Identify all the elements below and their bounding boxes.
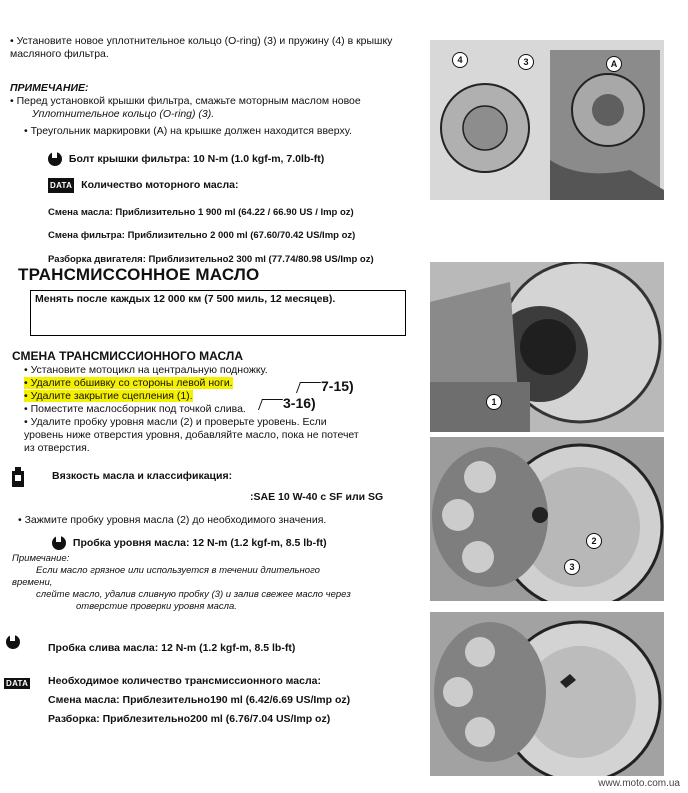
callout-3b: 3	[564, 559, 580, 575]
transmission-heading: ТРАНСМИССОННОЕ МАСЛО	[18, 265, 260, 284]
intro-text	[10, 35, 392, 61]
engine-oil-filter: Смена фильтра: Приблизительно 2 000 ml (67.60/70.42 US/Imp oz)	[48, 230, 356, 241]
level-plug-row	[52, 536, 327, 550]
step-1: • Установите мотоцикл на центральную подножку.	[24, 364, 268, 376]
step-5-cont: уровень ниже отверстия уровня, добавляйте масло, пока не потечет	[24, 429, 359, 441]
step-2: • Удалите обшивку со стороны левой ноги.	[24, 377, 233, 389]
page-ref-1: 7-15)	[298, 378, 354, 394]
oil-can-icon	[8, 465, 28, 494]
callout-A: A	[606, 56, 622, 72]
note-2-title: Примечание:	[12, 553, 70, 564]
note-2-line-3: слейте масло, удалив сливную пробку (3) и залив свежее масло через	[36, 589, 351, 600]
engine-oil-disassembly: Разборка двигателя: Приблизительно2 300 ml (77.74/80.98 US/Imp oz)	[48, 254, 374, 265]
filter-bolt-torque: Болт крышки фильтра: 10 N-m (1.0 kgf-m, 7.0lb-ft)	[68, 152, 325, 165]
note-2-line-4: отверстие проверки уровня масла.	[76, 601, 237, 612]
viscosity-value: :SAE 10 W-40 с SF или SG	[250, 491, 384, 503]
engine-oil-change: Смена масла: Приблизительно 1 900 ml (64.22 / 66.90 US / Imp oz)	[48, 207, 354, 218]
trans-qty-change: Смена масла: Приблезительно190 ml (6.42/6.69 US/Imp oz)	[48, 694, 351, 706]
note-1	[10, 82, 361, 138]
engine-oil-qty-title: Количество моторного масла:	[81, 179, 239, 192]
torque-wrench-icon	[48, 152, 62, 166]
note-1-line-2: Уплотнительное кольцо (O-ring) (3).	[32, 108, 215, 120]
callout-2: 2	[586, 533, 602, 549]
trans-qty-disassembly: Разборка: Приблезительно200 ml (6.76/7.04 US/Imp oz)	[48, 713, 331, 725]
trans-qty-title: Необходимое количество трансмиссионного масла:	[48, 675, 321, 687]
page-ref-icon	[258, 399, 283, 410]
steps-list	[24, 364, 424, 455]
data-icon-2: DATA	[6, 679, 29, 689]
intro-line-2: масляного фильтра.	[10, 48, 109, 60]
step-3: • Удалите закрытие сцепления (1).	[24, 390, 193, 402]
intro-line-1: • Установите новое уплотнительное кольцо (O-ring) (3) и пружину (4) в крышку	[10, 35, 393, 47]
note-1-title: ПРИМЕЧАНИЕ:	[10, 82, 89, 94]
watermark: www.moto.com.ua	[598, 778, 680, 789]
filter-bolt-row	[48, 152, 324, 166]
callout-4: 4	[452, 52, 468, 68]
step-4: • Поместите маслосборник под точкой слива.	[24, 403, 246, 415]
data-icon: DATA	[48, 178, 74, 193]
callout-1: 1	[486, 394, 502, 410]
photo-drain-plug	[430, 612, 664, 776]
step-5-cont-2: из отверстия.	[24, 442, 90, 454]
engine-oil-qty-title-row	[48, 178, 239, 193]
photo-clutch-cover	[430, 262, 664, 432]
photo-filter-cover	[430, 40, 664, 200]
note-2	[12, 553, 432, 613]
interval-box	[30, 290, 406, 336]
viscosity-title: Вязкость масла и классификация:	[52, 470, 233, 482]
transmission-subheading: СМЕНА ТРАНСМИССИОННОГО МАСЛА	[12, 349, 243, 363]
interval-text: Менять после каждых 12 000 км (7 500 миль, 12 месяцев).	[35, 293, 336, 305]
note-1-line-1: • Перед установкой крышки фильтра, смажьте моторным маслом новое	[10, 95, 361, 107]
torque-wrench-icon	[52, 536, 66, 550]
tighten-instruction: • Зажмите пробку уровня масла (2) до необходимого значения.	[18, 514, 327, 526]
drain-plug-torque: Пробка слива масла: 12 N-m (1.2 kgf-m, 8.5 lb-ft)	[48, 642, 296, 654]
level-plug-torque: Пробка уровня масла: 12 N-m (1.2 kgf-m, 8.5 lb-ft)	[72, 536, 327, 549]
step-5: • Удалите пробку уровня масли (2) и проверьте уровень. Если	[24, 416, 327, 428]
photo-level-plug	[430, 437, 664, 601]
note-2-line-2: времени,	[12, 577, 53, 588]
page-ref-2: 3-16)	[260, 395, 316, 411]
page-ref-icon	[296, 382, 321, 393]
drain-wrench-icon	[6, 633, 20, 651]
note-2-line-1: Если масло грязное или используется в течении длительного	[36, 565, 320, 576]
callout-3: 3	[518, 54, 534, 70]
note-1-line-3: • Треугольник маркировки (А) на крышке должен находится вверху.	[24, 125, 352, 137]
